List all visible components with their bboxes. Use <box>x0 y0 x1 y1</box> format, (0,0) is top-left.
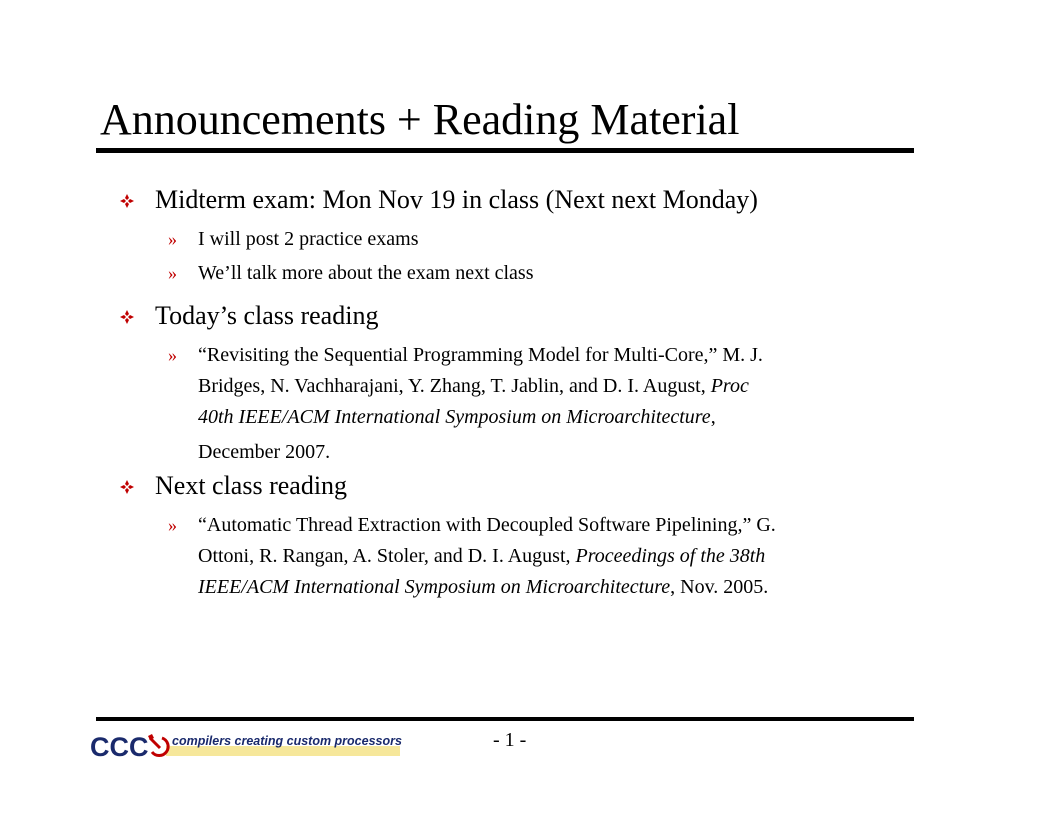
citation-venue: IEEE/ACM International Symposium on Microarchitecture <box>198 576 671 598</box>
bullet-text: Today’s class reading <box>155 301 379 330</box>
citation-date: , Nov. 2005. <box>670 576 769 598</box>
sub-bullet-marker: » <box>168 229 177 249</box>
ccc-logo <box>88 728 408 762</box>
citation-venue: Proceedings of the 38th <box>575 545 766 567</box>
footer-divider <box>96 717 914 721</box>
citation-line: “Automatic Thread Extraction with Decoupled Software Pipelining,” G. <box>198 514 776 536</box>
citation-line <box>198 572 918 603</box>
citation-line: “Revisiting the Sequential Programming Model for Multi-Core,” M. J. <box>198 344 763 366</box>
hammer-sickle-icon <box>148 734 168 756</box>
diamond-bullet-icon <box>120 194 134 208</box>
sub-bullet-text: I will post 2 practice exams <box>198 228 419 250</box>
citation-line <box>198 371 918 402</box>
citation-venue: 40th IEEE/ACM International Symposium on Microarchitecture <box>198 406 711 428</box>
citation-punct: , <box>710 406 716 428</box>
slide-title: Announcements + Reading Material <box>100 95 740 144</box>
sub-bullet-marker: » <box>168 263 177 283</box>
citation-authors: Bridges, N. Vachharajani, Y. Zhang, T. Jablin, and D. I. August, <box>198 375 711 397</box>
title-divider <box>96 148 914 153</box>
page-number: - 1 - <box>493 729 527 751</box>
sub-bullet-marker: » <box>168 515 177 535</box>
citation-venue: Proc <box>710 375 749 397</box>
diamond-bullet-icon <box>120 480 134 494</box>
bullet-text: Next class reading <box>155 471 348 500</box>
citation-line: December 2007. <box>198 441 331 463</box>
citation-line <box>198 541 918 572</box>
citation-authors: Ottoni, R. Rangan, A. Stoler, and D. I. August, <box>198 545 576 567</box>
diamond-bullet-icon <box>120 310 134 324</box>
citation-line <box>198 402 918 433</box>
citation-text <box>198 510 918 603</box>
bullet-text: Midterm exam: Mon Nov 19 in class (Next next Monday) <box>155 185 758 214</box>
logo-text: CCC <box>90 732 149 762</box>
sub-bullet-text: We’ll talk more about the exam next class <box>198 262 534 284</box>
logo-tagline: compilers creating custom processors <box>172 734 402 748</box>
citation-text <box>198 340 918 468</box>
sub-bullet-marker: » <box>168 345 177 365</box>
